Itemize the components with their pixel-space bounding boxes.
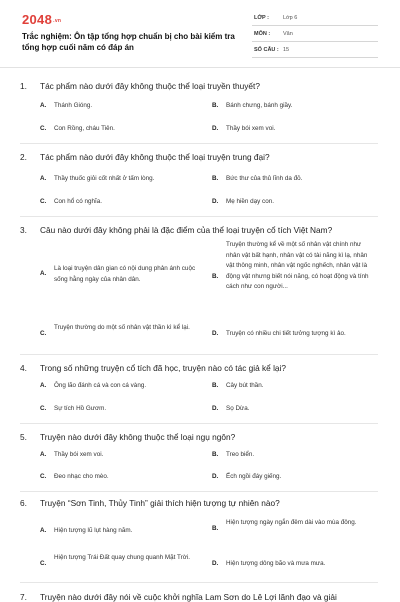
page-title: Trắc nghiệm: Ôn tập tổng hợp chuẩn bị cho bài kiểm tra tổng hợp cuối năm có đáp án — [22, 32, 235, 52]
question-divider — [20, 216, 378, 217]
option-letter: C. — [40, 560, 47, 567]
page-header — [0, 0, 400, 70]
question-number: 4. — [20, 363, 27, 373]
option-text: Mẹ hiền dạy con. — [226, 198, 274, 205]
option-text: Bức thư của thủ lĩnh da đỏ. — [226, 175, 303, 182]
option-letter: D. — [212, 473, 219, 480]
meta-subject-value: Văn — [283, 31, 293, 37]
option-letter: A. — [40, 382, 47, 389]
option-letter: C. — [40, 125, 47, 132]
logo-sub: .vn — [53, 17, 62, 24]
meta-class-value: Lớp 6 — [283, 15, 298, 21]
option-letter: B. — [212, 451, 219, 458]
option-text: Truyện có nhiều chi tiết tưởng tượng kì ảo. — [226, 330, 346, 337]
option-letter: D. — [212, 198, 219, 205]
option-letter: A. — [40, 527, 47, 534]
option-letter: A. — [40, 102, 47, 109]
option-text: Đeo nhạc cho mèo. — [54, 473, 109, 480]
option-text: Thầy thuốc giỏi cốt nhất ở tấm lòng. — [54, 175, 155, 182]
option-text: Hiện tượng ngày ngắn đêm dài vào mùa đông. — [226, 519, 357, 526]
header-divider — [0, 67, 400, 68]
option-letter: C. — [40, 198, 47, 205]
question-divider — [20, 491, 378, 492]
option-text: Thầy bói xem voi. — [226, 125, 276, 132]
option-text: Treo biển. — [226, 451, 255, 458]
question-text: Tác phẩm nào dưới đây không thuộc thể loại truyện trung đại? — [40, 152, 270, 162]
option-letter: A. — [40, 175, 47, 182]
question-text: Truyện “Sơn Tinh, Thủy Tinh” giải thích hiện tượng tự nhiên nào? — [40, 498, 280, 508]
option-text: Thầy bói xem voi. — [54, 451, 104, 458]
question-text: Truyện nào dưới đây nói về cuộc khởi nghĩa Lam Sơn do Lê Lợi lãnh đạo và giải — [40, 592, 337, 602]
option-letter: B. — [212, 175, 219, 182]
question-number: 2. — [20, 152, 27, 162]
question-divider — [20, 582, 378, 583]
meta-count-label: SỐ CÂU : — [254, 47, 279, 53]
question-number: 6. — [20, 498, 27, 508]
option-text: Truyện thường kể về một số nhân vật chính như nhân vật bất hạnh, nhân vật có tài năng kì lạ, nhân vật thông minh, nhân vật ngốc nghếch, nhân vật là động vật nhưng biết nói năng, có hoạt động và tính cách như con người... — [226, 241, 369, 290]
logo-text: 2048 — [22, 12, 53, 27]
question-text: Câu nào dưới đây không phải là đặc điểm của thể loại truyện cổ tích Việt Nam? — [40, 225, 333, 235]
question-text: Trong số những truyện cổ tích đã học, truyện nào có tác giả kể lại? — [40, 363, 287, 373]
site-logo[interactable] — [22, 12, 61, 27]
meta-subject-label: MÔN : — [254, 31, 271, 37]
question-number: 1. — [20, 81, 27, 91]
option-letter: D. — [212, 330, 219, 337]
option-text: Cây bút thần. — [226, 382, 264, 389]
option-text: Bánh chưng, bánh giầy. — [226, 102, 293, 109]
question-number: 7. — [20, 592, 27, 602]
option-text: Ếch ngồi đáy giếng. — [226, 473, 282, 480]
option-text: Là loại truyện dân gian có nội dung phản ánh cuộc sống hằng ngày của nhân dân. — [54, 265, 196, 283]
option-text: Hiện tượng dông bão và mưa mưa. — [226, 560, 326, 567]
option-letter: B. — [212, 102, 219, 109]
option-letter: C. — [40, 330, 47, 337]
meta-class-label: LỚP : — [254, 15, 269, 21]
option-text: Hiện tượng Trái Đất quay chung quanh Mặt Trời. — [54, 554, 191, 561]
meta-count-value: 15 — [283, 47, 290, 53]
option-letter: A. — [40, 270, 47, 277]
question-divider — [20, 143, 378, 144]
meta-subject — [252, 27, 378, 42]
option-text: Con hổ có nghĩa. — [54, 198, 102, 205]
option-text: Truyện thường do một số nhân vật thần kì kể lại. — [54, 324, 190, 331]
option-letter: B. — [212, 273, 219, 280]
option-text: Sọ Dừa. — [226, 405, 250, 412]
meta-count — [252, 43, 378, 58]
option-text: Ông lão đánh cá và con cá vàng. — [54, 382, 147, 389]
option-text: Thánh Gióng. — [54, 102, 93, 109]
option-letter: D. — [212, 125, 219, 132]
option-letter: C. — [40, 473, 47, 480]
question-text: Tác phẩm nào dưới đây không thuộc thể loại truyền thuyết? — [40, 81, 260, 91]
option-text: Sự tích Hồ Gươm. — [54, 405, 107, 412]
question-divider — [20, 354, 378, 355]
option-letter: D. — [212, 560, 219, 567]
option-letter: C. — [40, 405, 47, 412]
option-letter: A. — [40, 451, 47, 458]
question-number: 5. — [20, 432, 27, 442]
option-letter: B. — [212, 382, 219, 389]
option-text: Hiện tượng lũ lụt hàng năm. — [54, 527, 133, 534]
question-text: Truyện nào dưới đây không thuộc thể loại ngụ ngôn? — [40, 432, 236, 442]
meta-class — [252, 11, 378, 26]
question-number: 3. — [20, 225, 27, 235]
question-divider — [20, 423, 378, 424]
option-letter: B. — [212, 525, 219, 532]
option-text: Con Rồng, cháu Tiên. — [54, 125, 115, 132]
option-letter: D. — [212, 405, 219, 412]
